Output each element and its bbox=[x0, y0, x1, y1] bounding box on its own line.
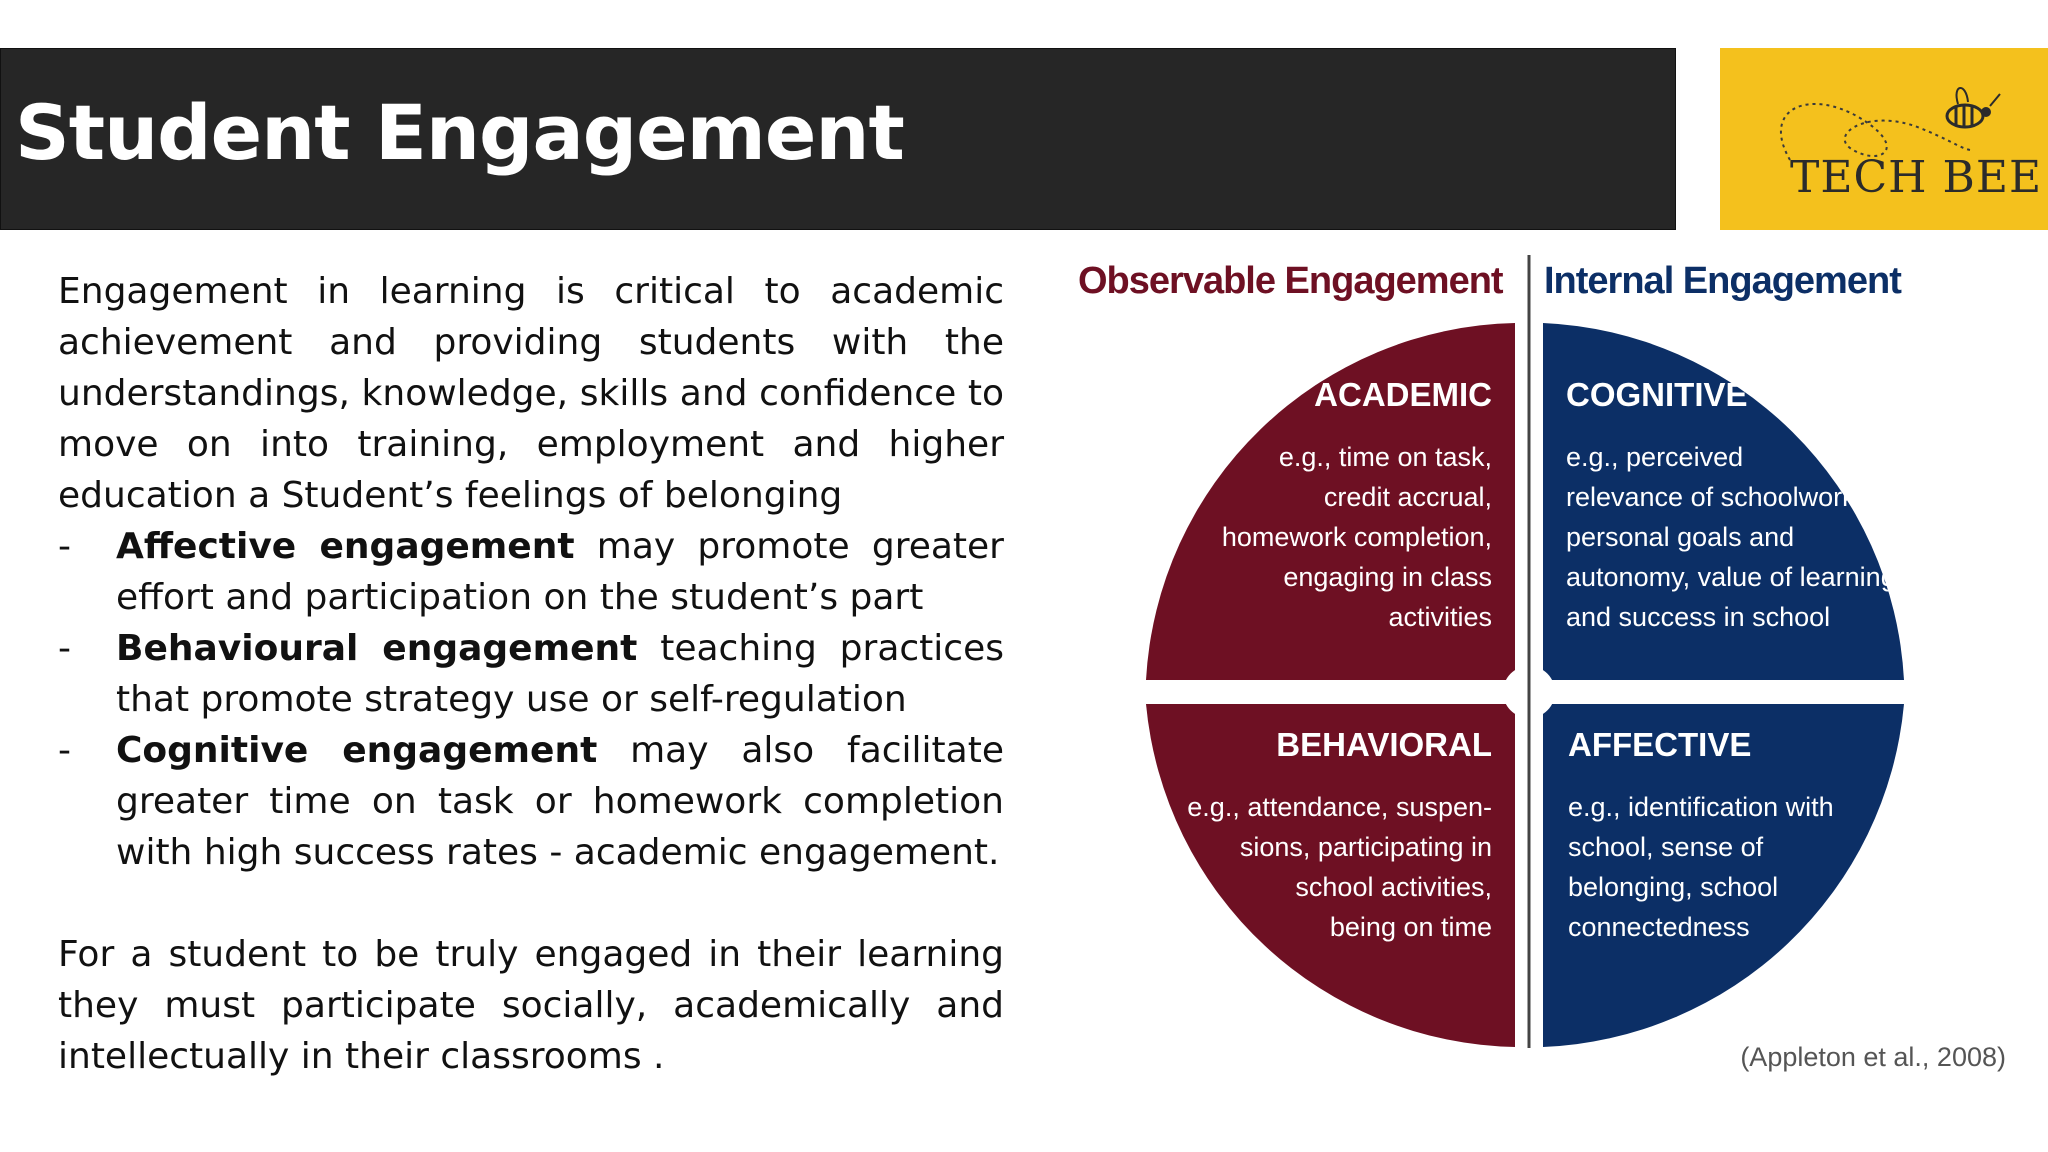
bullet-term: Behavioural engagement bbox=[116, 628, 638, 669]
citation: (Appleton et al., 2008) bbox=[1740, 1042, 2006, 1072]
quadrant-line: e.g., attendance, suspen- bbox=[1187, 792, 1492, 822]
quadrant-title: BEHAVIORAL bbox=[1276, 726, 1492, 763]
quadrant-line: homework completion, bbox=[1221, 522, 1492, 552]
heading-internal: Internal Engagement bbox=[1544, 260, 1901, 302]
logo-text: TECH BEE bbox=[1790, 152, 2043, 203]
quadrant-title: AFFECTIVE bbox=[1568, 726, 1752, 763]
closing-paragraph: For a student to be truly engaged in their learning they must participate socially, academically and intellectually in their classrooms . bbox=[58, 934, 1004, 1077]
quadrant-line: activities bbox=[1388, 602, 1492, 632]
quadrant-body bbox=[1180, 787, 1492, 947]
quadrant-line: school, sense of bbox=[1568, 832, 1764, 862]
quadrant-line: personal goals and bbox=[1566, 522, 1795, 552]
quadrant-body bbox=[1180, 437, 1492, 637]
bullet-marker: - bbox=[58, 730, 71, 771]
bullet-marker: - bbox=[58, 628, 71, 669]
bullet-term: Affective engagement bbox=[116, 526, 575, 567]
quadrant-body bbox=[1566, 437, 1896, 637]
quadrant-line: e.g., perceived bbox=[1566, 442, 1744, 472]
quadrant-line: e.g., time on task, bbox=[1278, 442, 1492, 472]
quadrant-line: credit accrual, bbox=[1323, 482, 1492, 512]
quadrant-body bbox=[1568, 787, 1878, 947]
quadrant-line: belonging, school bbox=[1568, 872, 1779, 902]
quadrant-line: being on time bbox=[1329, 912, 1492, 942]
quadrant-behavioral bbox=[1180, 728, 1492, 947]
bullet-term: Cognitive engagement bbox=[116, 730, 598, 771]
quadrant-affective bbox=[1568, 728, 1878, 947]
quadrant-title: ACADEMIC bbox=[1314, 376, 1492, 413]
bullet-text: may promote greater effort and participation on the student’s part bbox=[116, 526, 1004, 618]
quadrant-line: relevance of schoolwork, bbox=[1566, 482, 1864, 512]
spacer bbox=[58, 878, 1004, 929]
quadrant-line: e.g., identification with bbox=[1568, 792, 1834, 822]
bullet-text: may also facilitate greater time on task or homework completion with high success rates - academic engagement. bbox=[116, 730, 1004, 873]
quadrant-line: sions, participating in bbox=[1239, 832, 1492, 862]
bullet-behavioural bbox=[58, 623, 1004, 725]
page-title: Student Engagement bbox=[15, 88, 904, 177]
quadrant-title: COGNITIVE bbox=[1566, 376, 1748, 413]
quadrant-line: autonomy, value of learning bbox=[1566, 562, 1896, 592]
quadrant-line: and success in school bbox=[1566, 602, 1831, 632]
bullet-text: teaching practices that promote strategy use or self-regulation bbox=[116, 628, 1004, 720]
heading-observable: Observable Engagement bbox=[1078, 260, 1503, 302]
title-bar bbox=[0, 48, 1676, 230]
quadrant-cognitive bbox=[1566, 378, 1896, 637]
body-text bbox=[58, 266, 1004, 1082]
quadrant-line: connectedness bbox=[1568, 912, 1750, 942]
quadrant-line: engaging in class bbox=[1283, 562, 1492, 592]
intro-paragraph: Engagement in learning is critical to academic achievement and providing students with the understandings, knowledge, skills and confidence to move on into training, employment and higher education a Student’s feelings of belonging bbox=[58, 271, 1004, 516]
quadrant-line: school activities, bbox=[1295, 872, 1492, 902]
bullet-affective bbox=[58, 521, 1004, 623]
bullet-cognitive bbox=[58, 725, 1004, 878]
quadrant-academic bbox=[1180, 378, 1492, 637]
bullet-marker: - bbox=[58, 526, 71, 567]
logo bbox=[1720, 48, 2048, 230]
